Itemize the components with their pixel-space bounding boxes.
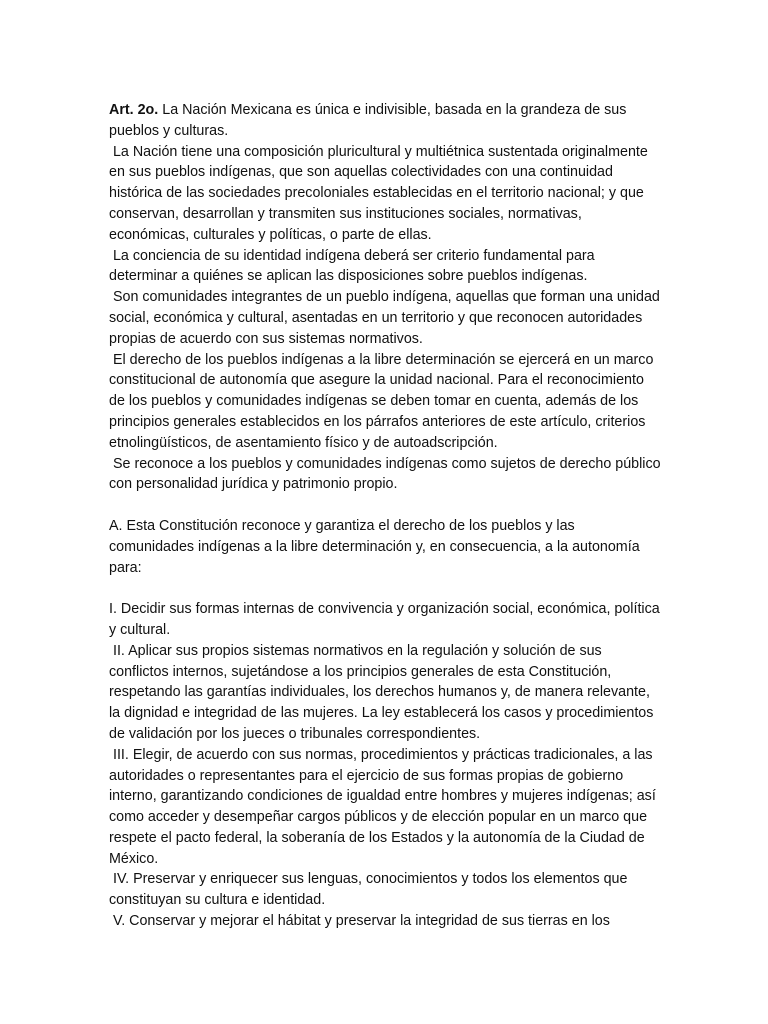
article-paragraph-3: Son comunidades integrantes de un pueblo indígena, aquellas que forman una unidad social, económica y cultural, asentadas en un territorio y que reconocen autoridades propias de acuerdo con sus sistemas normativos.	[109, 289, 664, 347]
paragraph-gap	[109, 578, 662, 599]
article-paragraph-5: Se reconoce a los pueblos y comunidades indígenas como sujetos de derecho público con personalidad jurídica y patrimonio propio.	[109, 455, 665, 493]
fraction-iii: III. Elegir, de acuerdo con sus normas, procedimientos y prácticas tradicionales, a las autoridades o representantes para el ejercicio de sus formas propias de gobierno interno, garantizando condiciones de igualdad entre hombres y mujeres indígenas; así como acceder y desempeñar cargos públicos y de elección popular en un marco que respete el pacto federal, la soberanía de los Estados y la autonomía de la Ciudad de México.	[109, 746, 660, 867]
article-paragraph-2: La conciencia de su identidad indígena deberá ser criterio fundamental para determinar a quiénes se aplican las disposiciones sobre pueblos indígenas.	[109, 247, 599, 285]
article-heading: Art. 2o.	[109, 102, 159, 118]
section-a-paragraph: A. Esta Constitución reconoce y garantiza el derecho de los pueblos y las comunidades indígenas a la libre determinación y, en consecuencia, a la autonomía para:	[109, 517, 644, 576]
fraction-iv: IV. Preservar y enriquecer sus lenguas, conocimientos y todos los elementos que constituyan su cultura e identidad.	[109, 871, 632, 909]
paragraph-gap	[109, 495, 662, 516]
article-intro-text: La Nación Mexicana es única e indivisible, basada en la grandeza de sus pueblos y culturas.	[109, 102, 631, 139]
document-body	[109, 100, 665, 932]
fraction-v: V. Conservar y mejorar el hábitat y preservar la integridad de sus tierras en los	[109, 913, 610, 930]
article-paragraph-4: El derecho de los pueblos indígenas a la libre determinación se ejercerá en un marco constitucional de autonomía que asegure la unidad nacional. Para el reconocimiento de los pueblos y comunidades indígenas se deben tomar en cuenta, además de los principios generales establecidos en los párrafos anteriores de este artículo, criterios etnolingüísticos, de asentamiento físico y de autoadscripción.	[109, 351, 658, 451]
article-paragraph-1: La Nación tiene una composición pluricultural y multiétnica sustentada originalmente en sus pueblos indígenas, que son aquellas colectividades con una continuidad histórica de las sociedades precoloniales establecidas en el territorio nacional; y que conservan, desarrollan y transmiten sus instituciones sociales, normativas, económicas, culturales y políticas, o parte de ellas.	[109, 143, 652, 243]
fraction-i: I. Decidir sus formas internas de convivencia y organización social, económica, política y cultural.	[109, 601, 664, 638]
fraction-ii: II. Aplicar sus propios sistemas normativos en la regulación y solución de sus conflictos internos, sujetándose a los principios generales de esta Constitución, respetando las garantías individuales, los derechos humanos y, de manera relevante, la dignidad e integridad de las mujeres. La ley establecerá los casos y procedimientos de validación por los jueces o tribunales correspondientes.	[109, 642, 658, 742]
article-intro-paragraph	[109, 100, 662, 142]
